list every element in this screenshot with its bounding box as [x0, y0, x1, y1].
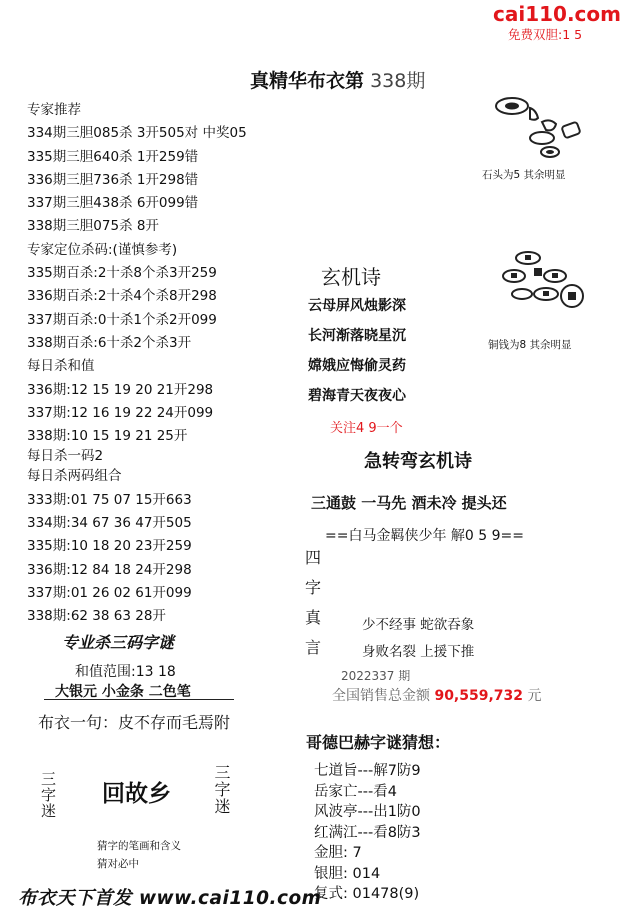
list-item: 银胆: 014: [314, 865, 381, 882]
poem-line: 嫦娥应悔偷灵药: [308, 358, 406, 374]
sales-issue: 2022337 期: [341, 669, 411, 683]
list-item: 岳家亡---看4: [314, 783, 397, 800]
list-item: 336期百杀:2十杀4个杀8开298: [27, 288, 217, 305]
list-item: 336期:12 84 18 24开298: [27, 561, 192, 578]
riddle-hint2: 猜对必中: [97, 858, 139, 870]
divider: [44, 699, 234, 700]
list-item: 红满江---看8防3: [314, 824, 421, 841]
label-char: 四: [305, 548, 322, 567]
list-item: 金胆: 7: [314, 845, 362, 861]
sharp-turn-line1: 三通鼓 一马先 酒未冷 提头还: [311, 494, 507, 512]
label-char: 真: [305, 608, 322, 627]
sharp-turn-title: 急转弯玄机诗: [364, 451, 472, 472]
list-item: 336期:12 15 19 20 21开298: [27, 381, 214, 398]
coins-caption: 铜钱为8 其余明显: [488, 339, 572, 351]
left-column: [27, 99, 247, 629]
goethe-title: 哥德巴赫字谜猜想：: [306, 733, 451, 752]
sales-total: [332, 685, 541, 705]
footer-banner: 布衣天下首发 www.cai110.com: [18, 888, 322, 909]
label-char: 言: [305, 638, 322, 657]
list-item: 337期:12 16 19 22 24开099: [27, 404, 214, 421]
list-item: 复式: 01478(9): [314, 886, 420, 902]
list-item: 七道旨---解7防9: [314, 763, 421, 779]
sales-label: 全国销售总金额: [332, 688, 430, 704]
list-item: 336期三胆736杀 1开298错: [27, 171, 199, 188]
three-code-heading: 专业杀三码字谜: [62, 633, 175, 652]
riddle-side-left: 三字迷: [39, 771, 57, 819]
expert-heading: 专家推荐: [27, 102, 81, 118]
list-item: 335期:10 18 20 23开259: [27, 538, 192, 555]
four-words-label: [305, 543, 321, 663]
riddle-answer: 回故乡: [102, 781, 171, 807]
stone-caption: 石头为5 其余明显: [482, 169, 566, 181]
sharp-turn-line2: ==白马金羁侠少年 解0 5 9==: [325, 528, 524, 544]
list-item: 338期三胆075杀 8开: [27, 218, 159, 235]
poem-line: 碧海青天夜夜心: [308, 388, 406, 404]
list-item: 338期:62 38 63 28开: [27, 608, 166, 625]
goethe-list: [314, 761, 421, 905]
poem-lines: [308, 291, 406, 411]
sum-kill-heading: 每日杀和值: [27, 358, 95, 375]
riddle-side-right: 三字迷: [212, 764, 231, 815]
poem-line: 长河渐落晓星沉: [308, 328, 406, 344]
list-item: 334期:34 67 36 47开505: [27, 515, 192, 532]
list-item: 335期百杀:2十杀8个杀3开259: [27, 265, 217, 282]
list-item: 335期三胆640杀 1开259错: [27, 148, 199, 165]
poem-note: 关注4 9一个: [330, 421, 403, 436]
buyi-line: 布衣一句：皮不存而毛焉附: [38, 713, 231, 732]
sum-range: 和值范围:13 18: [75, 664, 176, 680]
list-item: 337期百杀:0十杀1个杀2开099: [27, 311, 217, 328]
list-item: 338期百杀:6十杀2个杀3开: [27, 334, 192, 351]
list-item: 338期:10 15 19 21 25开: [27, 428, 188, 445]
list-item: 333期:01 75 07 15开663: [27, 491, 192, 508]
riddle-hint: 猜字的笔画和含义: [97, 840, 181, 852]
poem-line: 云母屏风烛影深: [308, 298, 406, 314]
sales-amount: 90,559,732: [434, 688, 524, 704]
site-logo[interactable]: cai110.com: [493, 2, 621, 26]
poem-title: 玄机诗: [321, 265, 381, 289]
sales-unit: 元: [527, 688, 542, 704]
coins-illustration: [500, 246, 590, 316]
free-pick: 免费双胆:1 5: [508, 27, 583, 42]
two-kill-heading: 每日杀两码组合: [27, 468, 122, 485]
four-words-phrase2: 身败名裂 上援下推: [362, 644, 475, 660]
title-issue: 338期: [370, 70, 426, 92]
one-kill: 每日杀一码2: [27, 448, 104, 465]
four-words-phrase1: 少不经事 蛇欲吞象: [362, 617, 475, 633]
page-title: [250, 66, 425, 93]
list-item: 风波亭---出1防0: [314, 804, 421, 820]
label-char: 字: [305, 578, 322, 597]
list-item: 334期三胆085杀 3开505对 中奖05: [27, 125, 247, 142]
title-prefix: 真精华布衣第: [250, 70, 365, 92]
position-kill-heading: 专家定位杀码:(谨慎参考): [27, 241, 178, 258]
three-code-line: 大银元 小金条 二色笔: [55, 684, 191, 700]
list-item: 337期三胆438杀 6开099错: [27, 195, 199, 212]
list-item: 337期:01 26 02 61开099: [27, 584, 192, 601]
stone-illustration: [490, 94, 590, 174]
